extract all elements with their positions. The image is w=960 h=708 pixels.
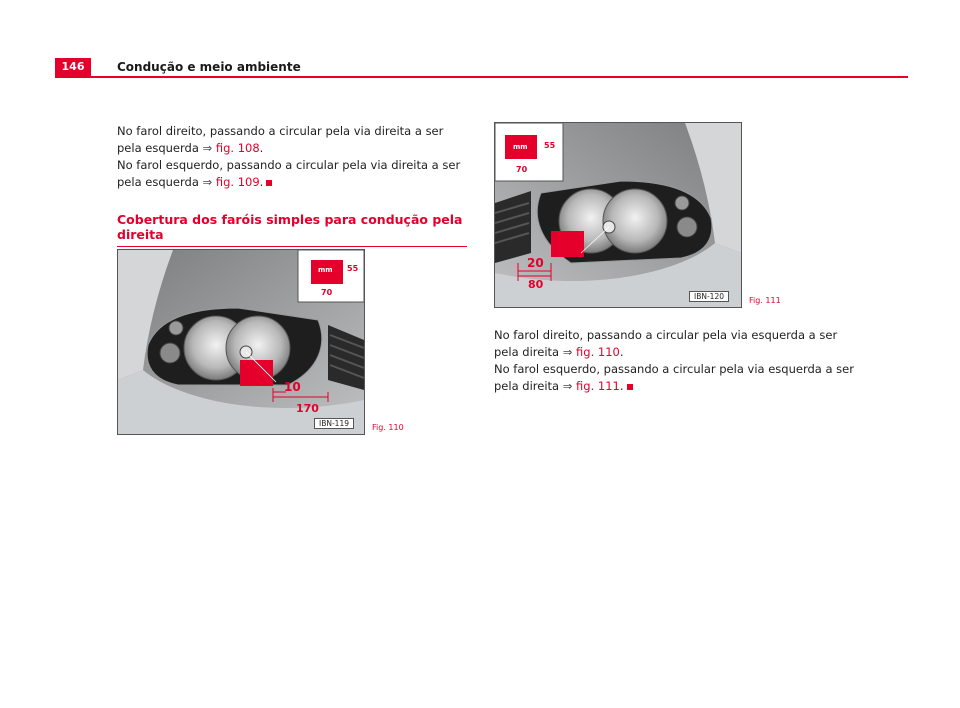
dimension-small: 10 <box>284 380 301 394</box>
page-number: 146 <box>55 58 91 76</box>
inset-width: 70 <box>321 288 333 297</box>
figure-111-caption: Fig. 111 <box>749 296 781 305</box>
end-of-section-icon <box>627 384 633 390</box>
figure-code: IBN-119 <box>314 418 354 429</box>
figure-111 <box>494 122 742 308</box>
fig-110-link[interactable]: fig. 110 <box>576 345 620 359</box>
header-rule <box>55 76 908 78</box>
arrow-icon: ⇒ <box>202 141 213 155</box>
dimension-small: 20 <box>527 256 544 270</box>
fig-111-link[interactable]: fig. 111 <box>576 379 620 393</box>
headlight-illustration <box>118 250 364 434</box>
figure-110-caption: Fig. 110 <box>372 423 404 432</box>
inset-unit: mm <box>318 266 333 274</box>
figure-110 <box>117 249 365 435</box>
inset-height: 55 <box>544 141 556 150</box>
cover-area <box>551 231 584 257</box>
arrow-icon: ⇒ <box>202 175 213 189</box>
inset-width: 70 <box>516 165 528 174</box>
left-paragraph-2: No farol esquerdo, passando a circular pela via direita a ser pela esquerda ⇒ fig. 109. <box>117 158 461 189</box>
end-of-section-icon <box>266 180 272 186</box>
dimension-large: 170 <box>296 402 319 415</box>
figure-code: IBN-120 <box>689 291 729 302</box>
fig-108-link[interactable]: fig. 108 <box>215 141 260 155</box>
dimension-large: 80 <box>528 278 544 291</box>
page-header-title: Condução e meio ambiente <box>117 60 301 74</box>
right-paragraph-2: No farol esquerdo, passando a circular pela via esquerda a ser pela direita ⇒ fig. 111. <box>494 362 854 393</box>
arrow-icon: ⇒ <box>562 345 573 359</box>
section-title: Cobertura dos faróis simples para condução pela direita <box>117 212 467 247</box>
arrow-icon: ⇒ <box>562 379 573 393</box>
fig-109-link[interactable]: fig. 109 <box>215 175 260 189</box>
left-paragraph-1: No farol direito, passando a circular pela via direita a ser pela esquerda ⇒ fig. 108. <box>117 124 444 155</box>
inset-unit: mm <box>513 143 528 151</box>
right-paragraph-1: No farol direito, passando a circular pela via esquerda a ser pela direita ⇒ fig. 110. <box>494 328 838 359</box>
cover-area <box>240 360 273 386</box>
inset-height: 55 <box>347 264 359 273</box>
